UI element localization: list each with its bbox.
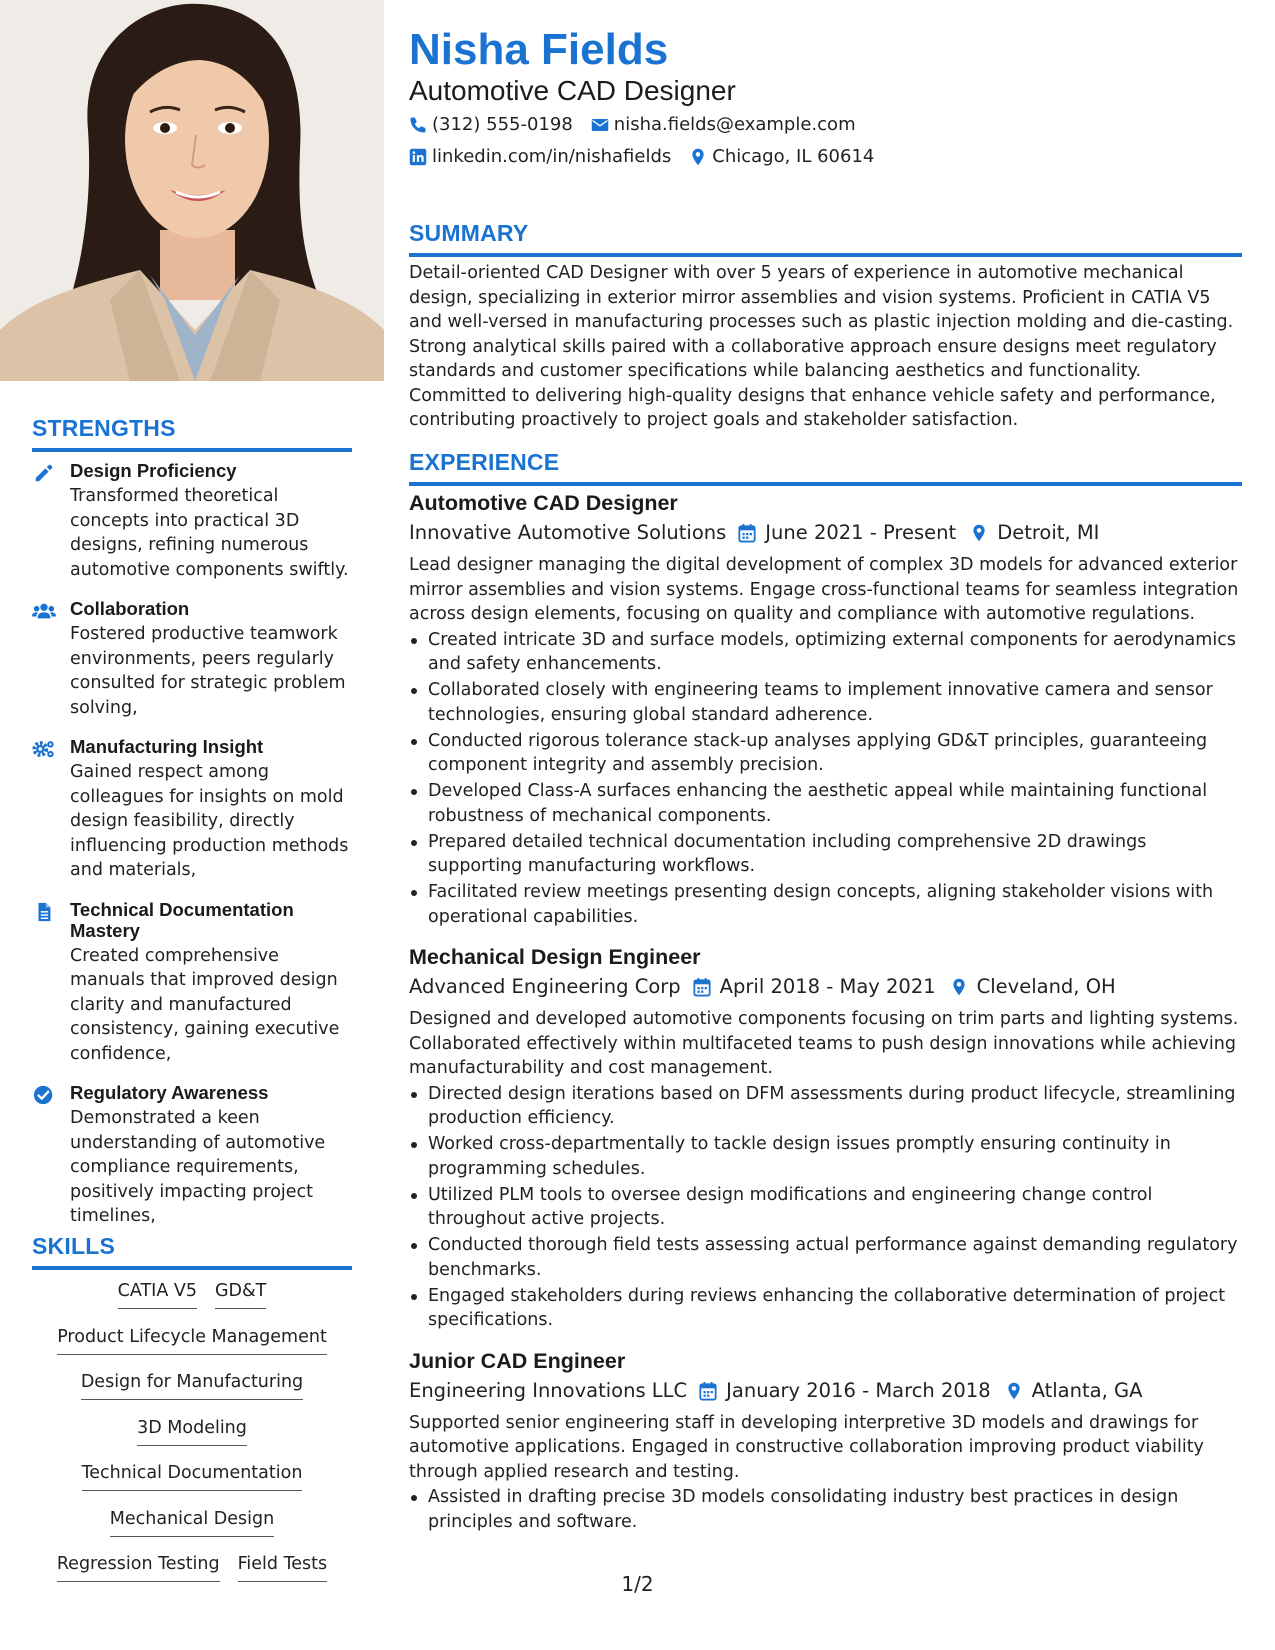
job-meta [409, 1375, 1242, 1407]
job-location [950, 971, 1116, 1003]
skill-tag: 3D Modeling [137, 1416, 247, 1446]
skill-row [32, 1325, 352, 1371]
bullet-item: Collaborated closely with engineering teams to implement innovative camera and sensor technologies, ensuring global standard adherence. [409, 678, 1242, 727]
strength-item [32, 460, 352, 582]
map-pin-icon [970, 523, 988, 543]
job-bullets [409, 1082, 1242, 1333]
job-company: Advanced Engineering Corp [409, 975, 681, 998]
skill-tag: Mechanical Design [110, 1507, 274, 1537]
skill-row [32, 1461, 352, 1507]
job-location-text: Detroit, MI [997, 521, 1100, 544]
strength-item [32, 598, 352, 720]
skill-tag: Field Tests [238, 1552, 328, 1582]
pencil-icon [32, 460, 70, 582]
bullet-item: Engaged stakeholders during reviews enhancing the collaborative determination of project specifications. [409, 1284, 1242, 1333]
strength-name: Regulatory Awareness [70, 1082, 269, 1103]
strength-item [32, 899, 352, 1067]
skill-tag: CATIA V5 [118, 1279, 197, 1309]
strengths-heading: STRENGTHS [32, 415, 352, 452]
map-pin-icon [689, 148, 707, 166]
skill-row [32, 1279, 352, 1325]
users-icon [32, 598, 70, 720]
strength-name: Design Proficiency [70, 460, 237, 481]
linkedin-icon [409, 148, 427, 166]
job-description: Lead designer managing the digital development of complex 3D models for advanced exterior mirror assemblies and vision systems. Engage cross-functional teams for seamless integration across design elements, focusing on quality and compliance with automotive regulations. [409, 555, 1239, 624]
candidate-name: Nisha Fields [409, 25, 669, 74]
job-bullets [409, 628, 1242, 930]
job-bullets [409, 1485, 1242, 1534]
job-dates-text: January 2016 - March 2018 [726, 1378, 991, 1402]
bullet-item: Utilized PLM tools to oversee design modifications and engineering change control throughout active projects. [409, 1183, 1242, 1232]
job-entry [409, 1347, 1242, 1535]
strengths-list [32, 460, 352, 1245]
skills-heading: SKILLS [32, 1233, 352, 1270]
document-icon [32, 899, 70, 1067]
skill-tag: Regression Testing [57, 1552, 220, 1582]
strength-description: Created comprehensive manuals that improved design clarity and manufactured consistency, gaining executive confidence, [70, 945, 340, 1064]
job-title: Junior CAD Engineer [409, 1348, 626, 1373]
strength-name: Technical Documentation Mastery [70, 898, 294, 941]
contact-linkedin[interactable] [409, 145, 671, 169]
strength-item [32, 736, 352, 883]
job-location-text: Cleveland, OH [976, 975, 1116, 998]
strength-name: Manufacturing Insight [70, 736, 264, 757]
experience-heading: EXPERIENCE [409, 449, 1242, 486]
contact-location [689, 145, 874, 169]
location-text: Chicago, IL 60614 [712, 146, 875, 167]
job-description: Designed and developed automotive components focusing on trim parts and lighting systems. Collaborated effectively within multifaceted teams to push design innovations while achieving manufacturability and cost management. [409, 1009, 1239, 1078]
skill-tag: Design for Manufacturing [81, 1370, 303, 1400]
bullet-item: Facilitated review meetings presenting design concepts, aligning stakeholder visions with operational capabilities. [409, 880, 1242, 929]
skill-tag: Product Lifecycle Management [57, 1325, 327, 1355]
bullet-item: Conducted thorough field tests assessing actual performance against demanding regulatory benchmarks. [409, 1233, 1242, 1282]
job-entry [409, 489, 1242, 929]
job-title: Mechanical Design Engineer [409, 945, 701, 969]
job-description: Supported senior engineering staff in developing interpretive 3D models and drawings for automotive applications. Engaged in constructive collaboration improving product viability through applied research and testing. [409, 1412, 1204, 1482]
gears-icon [32, 736, 70, 883]
map-pin-icon [1005, 1381, 1023, 1401]
check-circle-icon [32, 1082, 70, 1229]
bullet-item: Conducted rigorous tolerance stack-up analyses applying GD&T principles, guaranteeing component integrity and assembly precision. [409, 729, 1242, 778]
skill-tag: Technical Documentation [82, 1461, 303, 1491]
job-location-text: Atlanta, GA [1031, 1378, 1143, 1402]
phone-icon [409, 116, 427, 134]
profile-photo [0, 0, 384, 381]
bullet-item: Developed Class-A surfaces enhancing the aesthetic appeal while maintaining functional robustness of mechanical components. [409, 779, 1242, 828]
calendar-icon [693, 977, 711, 997]
contact-row [409, 145, 874, 169]
strength-name: Collaboration [70, 598, 190, 619]
left-column [0, 0, 384, 1650]
job-dates [693, 971, 936, 1003]
page-number: 1/2 [621, 1572, 654, 1596]
calendar-icon [738, 523, 756, 543]
experience-list [409, 489, 1242, 1548]
skill-row [32, 1416, 352, 1462]
job-company: Innovative Automotive Solutions [409, 521, 727, 544]
linkedin-text: linkedin.com/in/nishafields [432, 146, 672, 167]
email-text: nisha.fields@example.com [613, 114, 856, 135]
contact-email[interactable] [591, 113, 856, 137]
skill-tag: GD&T [215, 1279, 266, 1309]
skills-list [32, 1279, 352, 1598]
job-meta [409, 971, 1242, 1003]
contact-phone[interactable] [409, 113, 573, 137]
strength-description: Demonstrated a keen understanding of automotive compliance requirements, positively impacting project timelines, [70, 1108, 326, 1226]
job-dates [699, 1375, 990, 1407]
job-meta [409, 517, 1242, 549]
strength-description: Fostered productive teamwork environments, peers regularly consulted for strategic problem solving, [70, 624, 346, 718]
bullet-item: Worked cross-departmentally to tackle design issues promptly ensuring continuity in programming schedules. [409, 1132, 1242, 1181]
calendar-icon [699, 1381, 717, 1401]
job-location [970, 517, 1099, 549]
job-dates-text: June 2021 - Present [765, 521, 957, 544]
bullet-item: Assisted in drafting precise 3D models consolidating industry best practices in design principles and software. [409, 1485, 1242, 1534]
bullet-item: Prepared detailed technical documentation including comprehensive 2D drawings supporting manufacturing workflows. [409, 830, 1242, 879]
strength-description: Transformed theoretical concepts into practical 3D designs, refining numerous automotive components swiftly. [70, 486, 349, 580]
job-entry [409, 943, 1242, 1333]
envelope-icon [591, 116, 609, 134]
bullet-item: Created intricate 3D and surface models, optimizing external components for aerodynamics and safety enhancements. [409, 628, 1242, 677]
summary-text: Detail-oriented CAD Designer with over 5 years of experience in automotive mechanical design, specializing in exterior mirror assemblies and vision systems. Proficient in CATIA V5 and well-versed in manufacturing processes such as plastic injection molding and die-casting. Strong analytical skills paired with a collaborative approach ensure designs meet regulatory standards and customer specifications while balancing aesthetics and functionality. Committed to delivering high-quality designs that enhance vehicle safety and performance, contributing proactively to project goals and stakeholder satisfaction. [409, 263, 1234, 430]
job-location [1005, 1375, 1143, 1407]
job-dates [738, 517, 956, 549]
strength-description: Gained respect among colleagues for insights on mold design feasibility, directly influencing production methods and materials, [70, 762, 349, 880]
job-dates-text: April 2018 - May 2021 [719, 975, 936, 998]
contact-row [409, 113, 856, 137]
bullet-item: Directed design iterations based on DFM assessments during product lifecycle, streamlining production efficiency. [409, 1082, 1242, 1131]
summary-heading: SUMMARY [409, 220, 1242, 257]
portrait-illustration [0, 0, 384, 381]
strength-item [32, 1082, 352, 1229]
candidate-title: Automotive CAD Designer [409, 75, 736, 106]
phone-text: (312) 555-0198 [432, 114, 573, 135]
map-pin-icon [950, 977, 968, 997]
skill-row [32, 1507, 352, 1553]
job-company: Engineering Innovations LLC [409, 1378, 688, 1402]
job-title: Automotive CAD Designer [409, 491, 678, 515]
skill-row [32, 1370, 352, 1416]
